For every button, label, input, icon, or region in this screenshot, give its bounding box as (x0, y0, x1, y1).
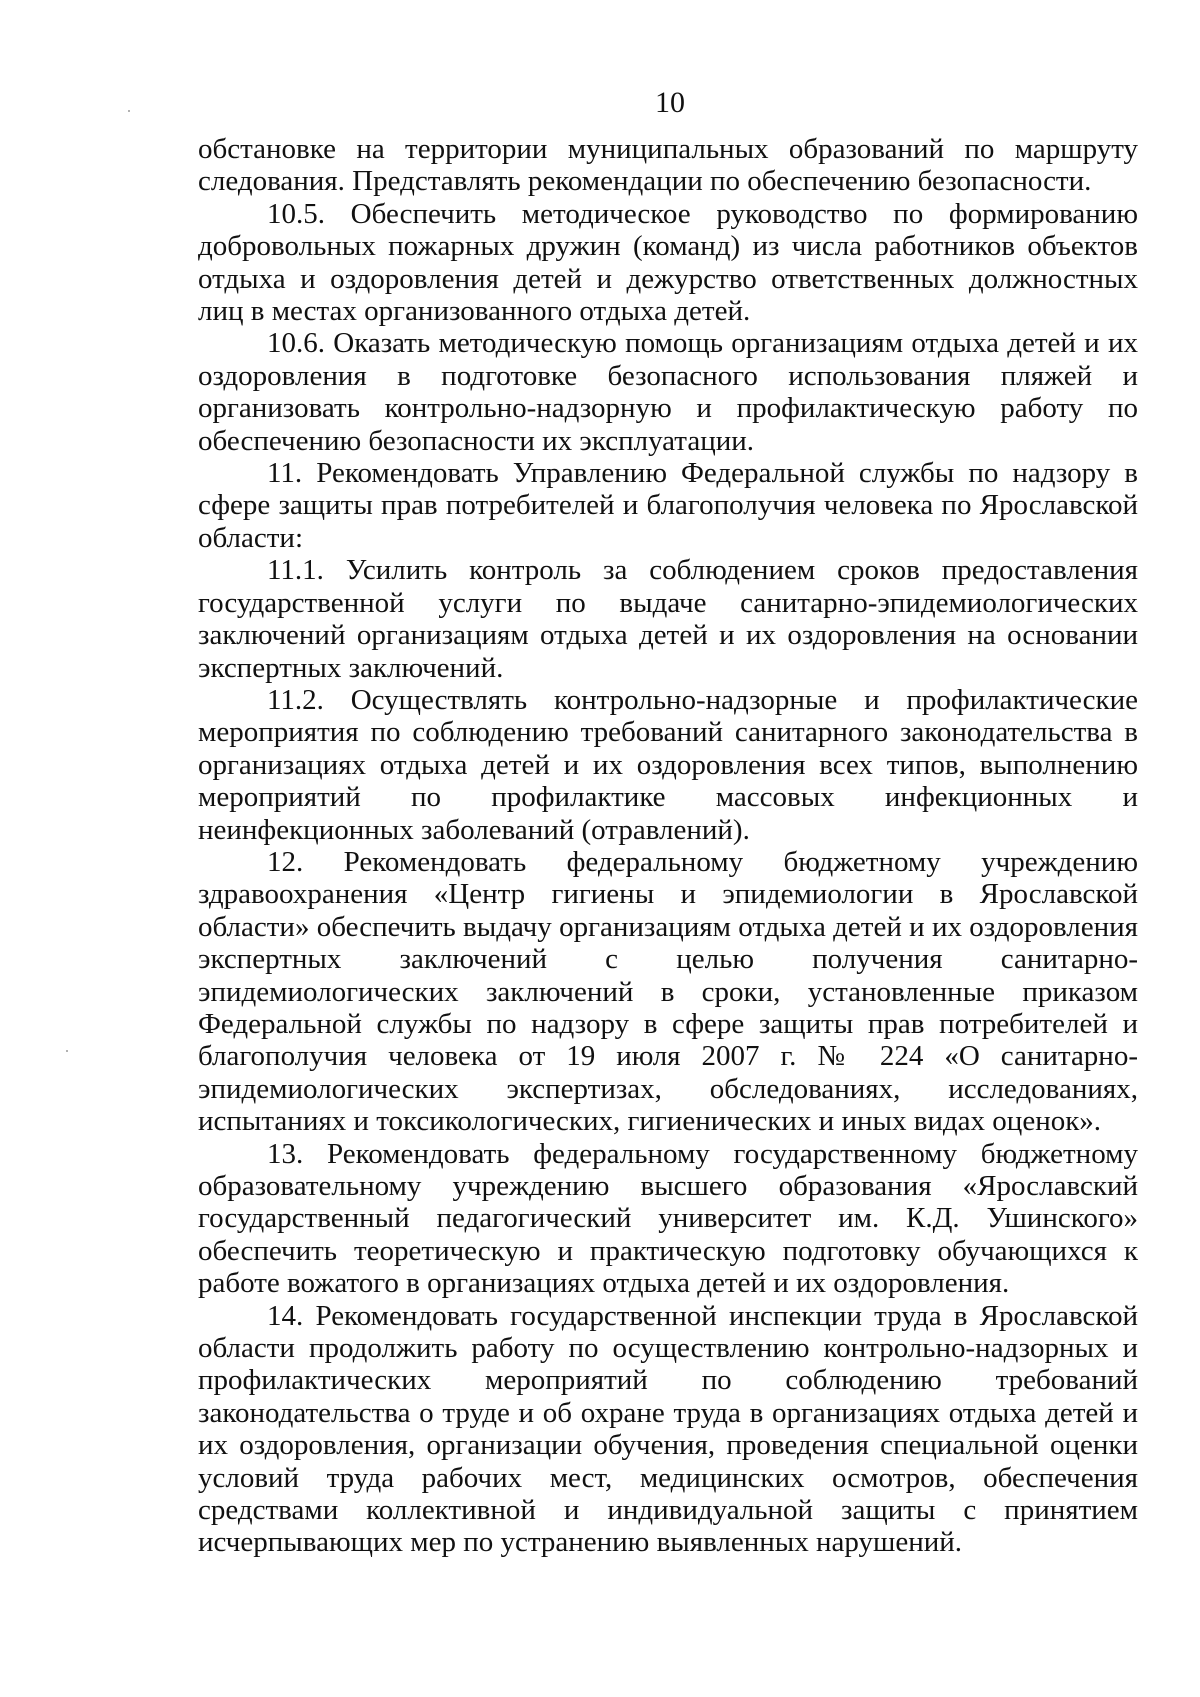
paragraph-13: 13. Рекомендовать федеральному государственному бюджетному образовательному учреждению высшего образования «Ярославский государственный педагогический университет им. К.Д. Ушинского» обеспечить теоретическую и практическую подготовку обучающихся к работе вожатого в организациях отдыха детей и их оздоровления. (198, 1137, 1138, 1300)
page-number: 10 (655, 86, 685, 119)
paragraph-14: 14. Рекомендовать государственной инспекции труда в Ярославской области продолжить работу по осуществлению контрольно-надзорных и профилактических мероприятий по соблюдению требований законодательства о труде и об охране труда в организациях отдыха детей и их оздоровления, организации обучения, проведения специальной оценки условий труда рабочих мест, медицинских осмотров, обеспечения средствами коллективной и индивидуальной защиты с принятием исчерпывающих мер по устранению выявленных нарушений. (198, 1299, 1138, 1559)
paragraph-11-1: 11.1. Усилить контроль за соблюдением сроков предоставления государственной услуги по выдаче санитарно-эпидемиологических заключений организациям отдыха детей и их оздоровления на основании экспертных заключений. (198, 554, 1138, 684)
paragraph-11-2: 11.2. Осуществлять контрольно-надзорные и профилактические мероприятия по соблюдению требований санитарного законодательства в организациях отдыха детей и их оздоровления всех типов, выполнению мероприятий по профилактике массовых инфекционных и неинфекционных заболеваний (отравлений). (198, 683, 1138, 846)
document-body (198, 133, 1138, 1559)
paragraph-10-6: 10.6. Оказать методическую помощь организациям отдыха детей и их оздоровления в подготовке безопасного использования пляжей и организовать контрольно-надзорную и профилактическую работу по обеспечению безопасности их эксплуатации. (198, 327, 1138, 457)
paragraph-10-5: 10.5. Обеспечить методическое руководство по формированию добровольных пожарных дружин (команд) из числа работников объектов отдыха и оздоровления детей и дежурство ответственных должностных лиц в местах организованного отдыха детей. (198, 197, 1138, 328)
scan-speck (66, 1050, 68, 1052)
paragraph-12: 12. Рекомендовать федеральному бюджетному учреждению здравоохранения «Центр гигиены и эпидемиологии в Ярославской области» обеспечить выдачу организациям отдыха детей и их оздоровления экспертных заключений с целью получения санитарно-эпидемиологических заключений в сроки, установленные приказом Федеральной службы по надзору в сфере защиты прав потребителей и благополучия человека от 19 июля 2007 г. № 224 «О санитарно-эпидемиологических экспертизах, обследованиях, исследованиях, испытаниях и токсикологических, гигиенических и иных видах оценок». (198, 845, 1138, 1138)
paragraph-11: 11. Рекомендовать Управлению Федеральной службы по надзору в сфере защиты прав потребителей и благополучия человека по Ярославской области: (198, 457, 1138, 554)
paragraph-continuation: обстановке на территории муниципальных образований по маршруту следования. Представлять рекомендации по обеспечению безопасности. (198, 133, 1138, 198)
